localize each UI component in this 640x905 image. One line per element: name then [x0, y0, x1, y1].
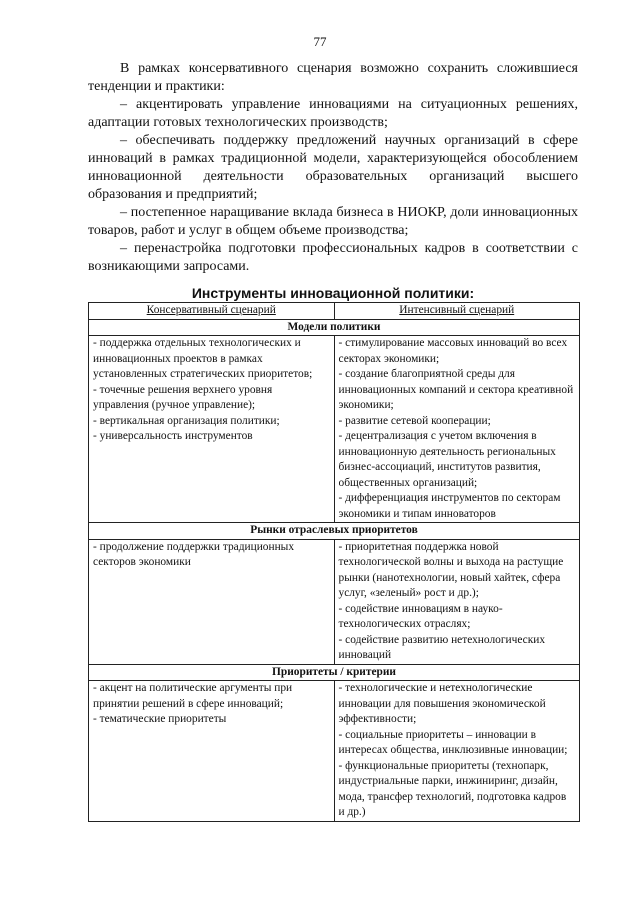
paragraph-bullet-4: – перенастройка подготовки профессиональных кадров в соответствии с возникающими запросами. [88, 241, 578, 274]
list-item: - продолжение поддержки традиционных секторов экономики [93, 540, 295, 568]
list-item: - тематические приоритеты [93, 713, 227, 725]
list-item: - универсальность инструментов [93, 430, 253, 442]
list-item: - создание благоприятной среды для инновационных компаний и сектора креативной экономики; [338, 368, 574, 411]
section-heading-priorities: Приоритеты / критерии [89, 664, 580, 681]
section-heading-row [89, 664, 580, 681]
intensive-cell [334, 539, 580, 664]
table-title: Инструменты инновационной политики: [191, 285, 475, 301]
conservative-cell [89, 681, 335, 822]
list-item: - содействие развитию нетехнологических инноваций [338, 633, 546, 661]
list-item: - поддержка отдельных технологических и инновационных проектов в рамках установленных стратегических приоритетов; [93, 337, 313, 380]
list-item: - приоритетная поддержка новой технологической волны и выхода на растущие рынки (нанотехнологии, новый хайтек, сфера услуг, «зеленый» рост и др.); [338, 540, 564, 599]
intensive-cell [334, 681, 580, 822]
intensive-cell [334, 336, 580, 523]
section-heading-row [89, 319, 580, 336]
table-row [89, 539, 580, 664]
body-text [88, 60, 578, 276]
list-item: - технологические и нетехнологические инновации для повышения экономической эффективности; [338, 682, 546, 725]
list-item: - вертикальная организация политики; [93, 414, 280, 427]
section-heading-row [89, 523, 580, 540]
section-heading-markets: Рынки отраслевых приоритетов [89, 523, 580, 540]
instruments-table [88, 302, 580, 822]
conservative-cell [89, 336, 335, 523]
paragraph-bullet-2: – обеспечивать поддержку предложений научных организаций в сфере инноваций в рамках традиционной модели, характеризующейся обособлением инновационной деятельности образовательных организаций высшего образования и предприятий; [88, 133, 578, 202]
page-number: 77 [313, 34, 327, 49]
paragraph-bullet-1: – акцентировать управление инновациями на ситуационных решениях, адаптации готовых технологических производств; [88, 97, 578, 130]
list-item: - акцент на политические аргументы при принятии решений в сфере инноваций; [93, 682, 293, 710]
list-item: - содействие инновациям в науко-технологических отраслях; [338, 602, 503, 630]
list-item: - дифференциация инструментов по секторам экономики и типам инноваторов [338, 492, 561, 520]
header-intensive: Интенсивный сценарий [334, 303, 580, 320]
paragraph-intro: В рамках консервативного сценария возможно сохранить сложившиеся тенденции и практики: [88, 61, 578, 94]
conservative-cell [89, 539, 335, 664]
list-item: - точечные решения верхнего уровня управления (ручное управление); [93, 383, 273, 411]
list-item: - функциональные приоритеты (технопарк, индустриальные парки, инжиниринг, дизайн, мода, трансфер технологий, подготовка кадров и др.) [338, 759, 567, 818]
header-conservative: Консервативный сценарий [89, 303, 335, 320]
list-item: - стимулирование массовых инноваций во всех секторах экономики; [338, 337, 568, 365]
list-item: - социальные приоритеты – инновации в интересах общества, инклюзивные инновации; [338, 728, 568, 756]
paragraph-bullet-3: – постепенное наращивание вклада бизнеса в НИОКР, доли инновационных товаров, работ и услуг в общем объеме производства; [88, 205, 578, 238]
table-row [89, 336, 580, 523]
table-row [89, 681, 580, 822]
table-header-row [89, 303, 580, 320]
list-item: - децентрализация с учетом включения в инновационную деятельность региональных бизнес-ассоциаций, институтов развития, общественных организаций; [338, 430, 556, 489]
section-heading-models: Модели политики [89, 319, 580, 336]
list-item: - развитие сетевой кооперации; [338, 414, 491, 427]
